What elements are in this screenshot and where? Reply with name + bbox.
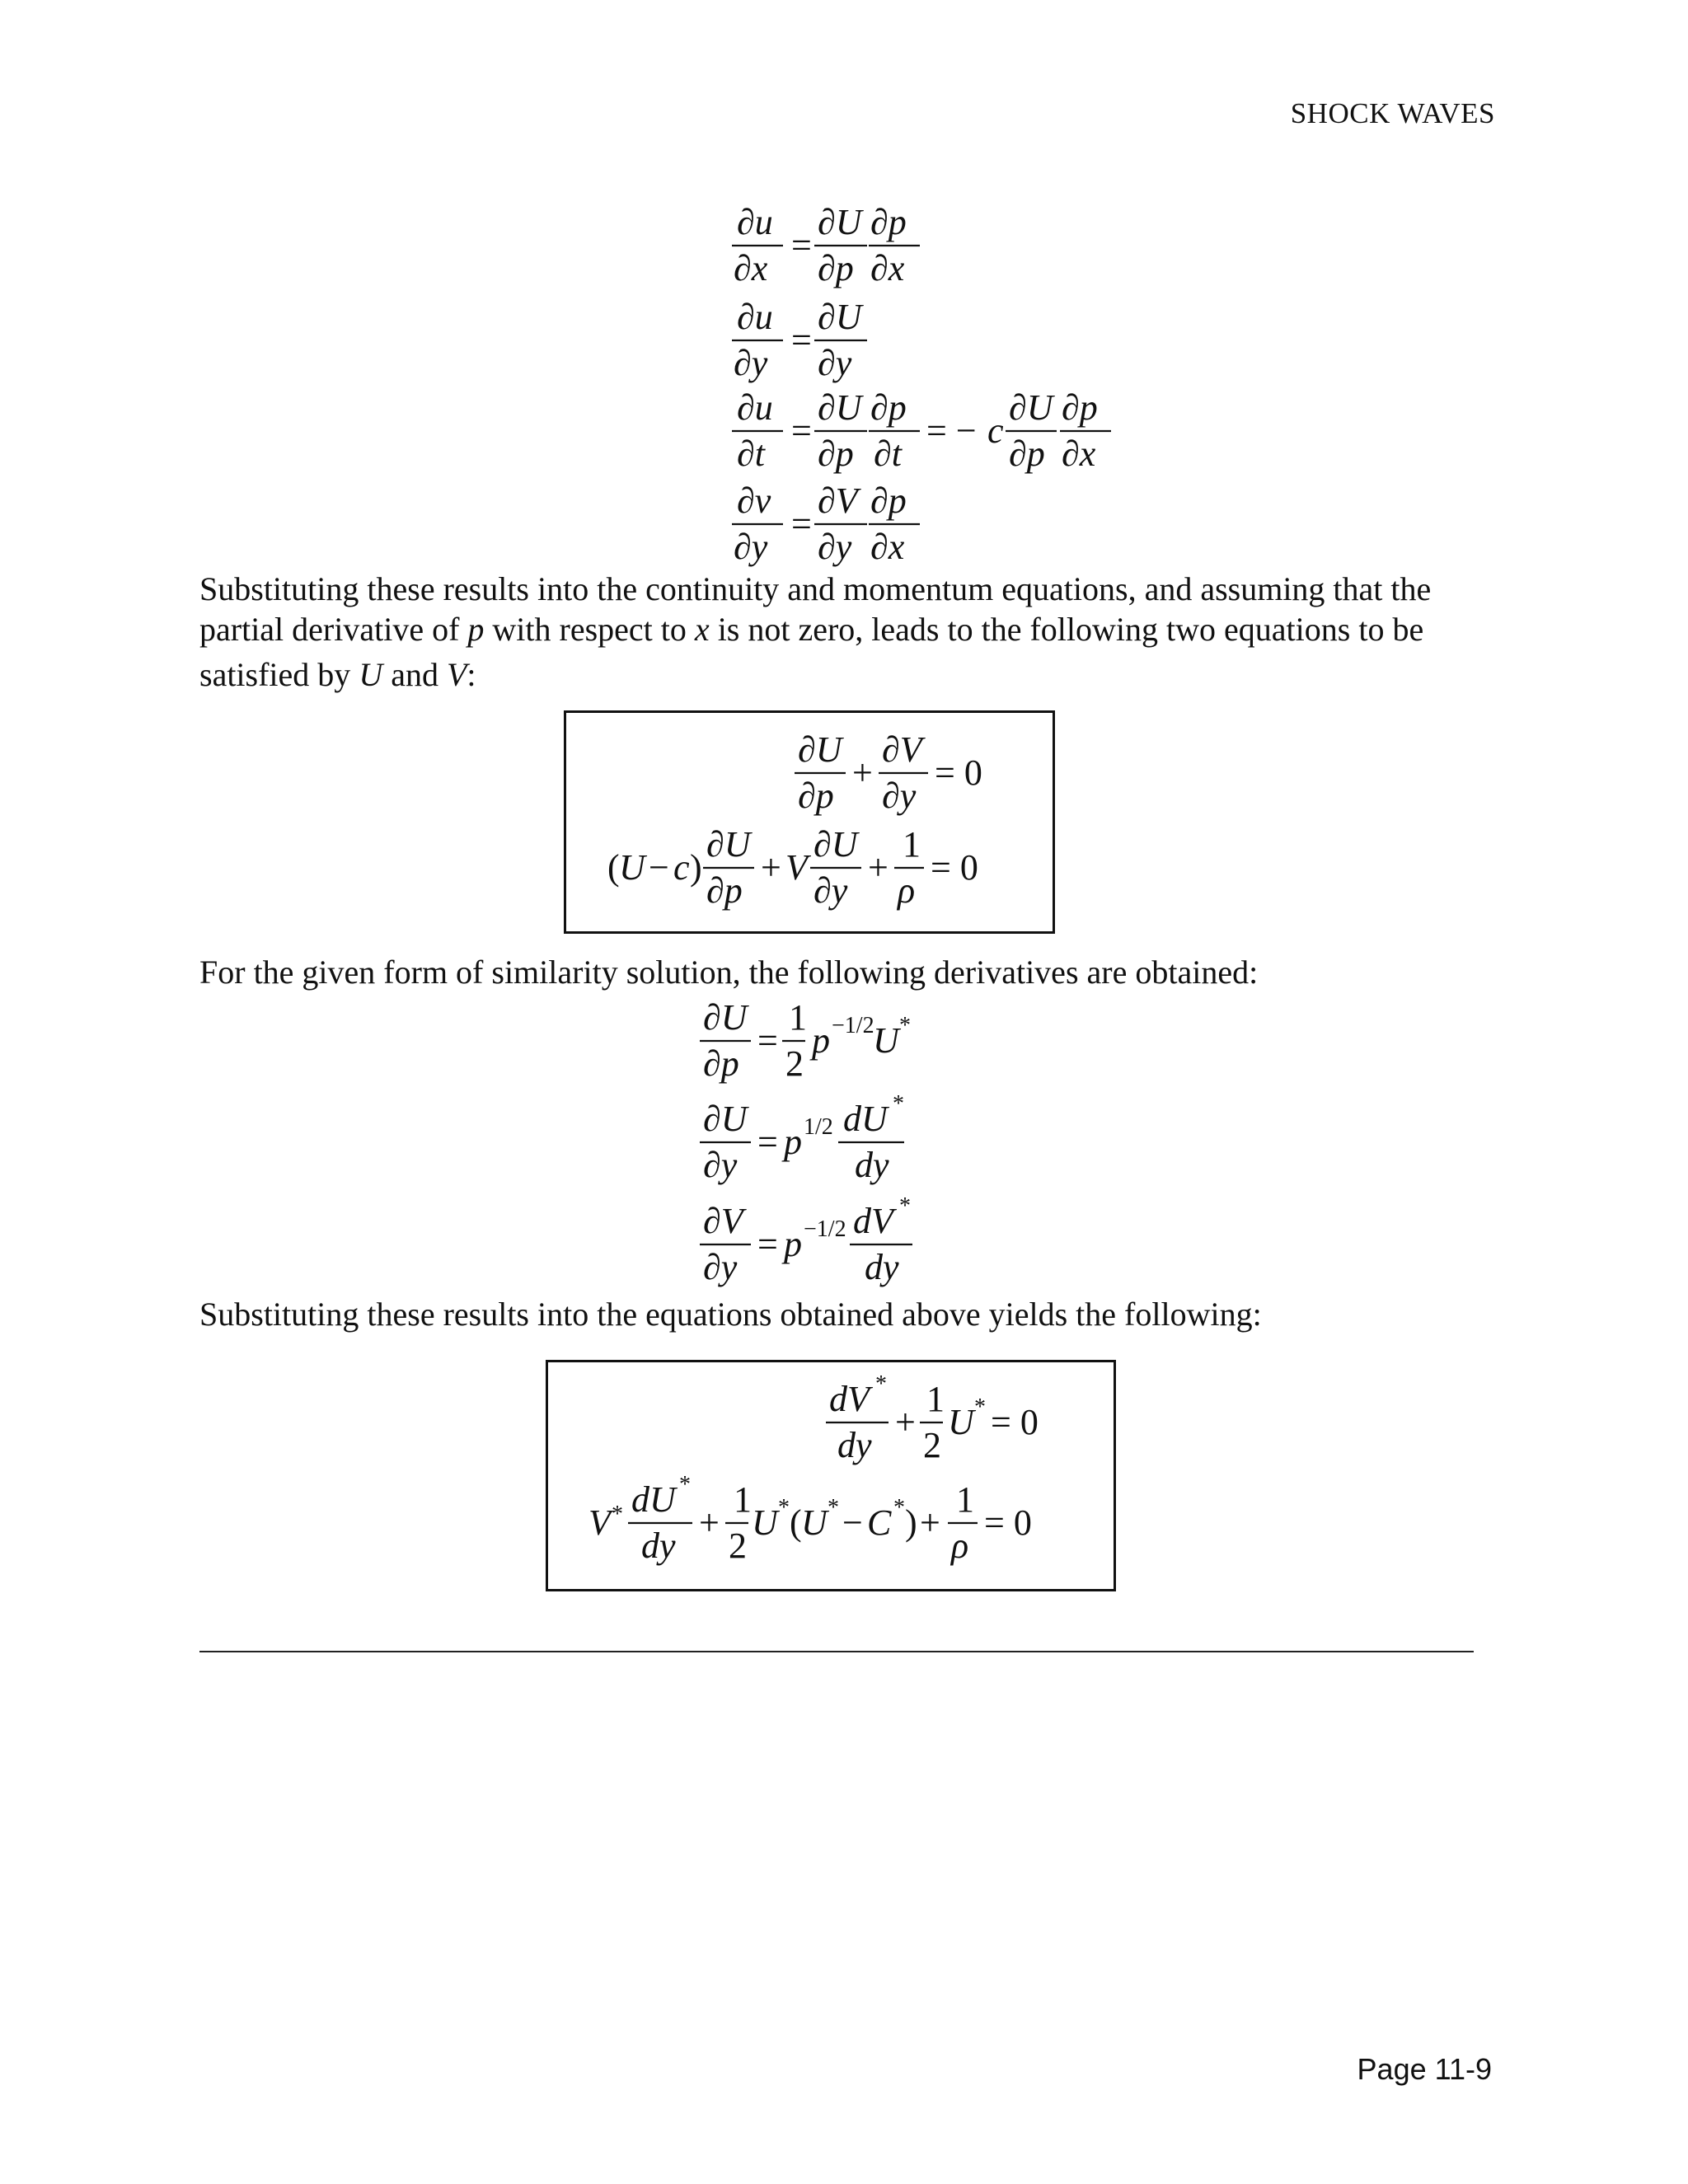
svg-text:∂V: ∂V xyxy=(818,480,858,521)
svg-text:dy: dy xyxy=(855,1145,889,1185)
svg-text:): ) xyxy=(690,847,702,888)
equation-box2-continuity xyxy=(823,1371,1070,1465)
svg-text:+: + xyxy=(852,752,873,793)
running-header: SHOCK WAVES xyxy=(1290,97,1495,129)
svg-text:(: ( xyxy=(790,1502,802,1543)
variable-p: p xyxy=(467,611,485,648)
variable-x: x xyxy=(694,611,710,648)
equation-deriv-V-y xyxy=(696,1193,944,1287)
svg-text:∂y: ∂y xyxy=(734,527,768,567)
svg-text:∂y: ∂y xyxy=(703,1145,738,1185)
svg-text:+: + xyxy=(868,847,889,888)
svg-text:=: = xyxy=(791,410,812,451)
svg-text:U: U xyxy=(619,847,645,888)
svg-text:=: = xyxy=(757,1020,778,1061)
paragraph-line xyxy=(199,654,1485,695)
text-run: with respect to xyxy=(492,611,687,648)
svg-text:ρ: ρ xyxy=(898,870,916,911)
svg-text:∂p: ∂p xyxy=(870,480,907,521)
svg-text:∂U: ∂U xyxy=(814,824,858,865)
svg-text:∂x: ∂x xyxy=(870,248,905,288)
svg-text:c: c xyxy=(987,410,1004,451)
svg-text:∂V: ∂V xyxy=(703,1201,743,1241)
svg-text:∂p: ∂p xyxy=(1009,434,1045,474)
svg-text:∂p: ∂p xyxy=(703,1043,739,1084)
svg-text:dy: dy xyxy=(837,1425,872,1465)
svg-text:*: * xyxy=(612,1502,623,1527)
page-number: Page 11-9 xyxy=(1357,2052,1492,2086)
svg-text:1: 1 xyxy=(956,1479,974,1520)
svg-text:∂x: ∂x xyxy=(734,248,768,288)
svg-text:= 0: = 0 xyxy=(991,1402,1039,1442)
svg-text:ρ: ρ xyxy=(951,1526,969,1566)
svg-text:+: + xyxy=(761,847,781,888)
svg-text:dU: dU xyxy=(843,1099,888,1139)
svg-text:∂t: ∂t xyxy=(874,434,902,474)
svg-text:−: − xyxy=(842,1502,863,1543)
svg-text:∂v: ∂v xyxy=(737,480,771,521)
svg-text:∂U: ∂U xyxy=(818,387,862,428)
svg-text:dV: dV xyxy=(829,1379,870,1419)
equation-box1-continuity xyxy=(791,725,1006,816)
svg-text:∂x: ∂x xyxy=(1062,434,1096,474)
svg-text:−1/2: −1/2 xyxy=(832,1013,874,1038)
variable-U: U xyxy=(359,656,383,693)
svg-text:∂u: ∂u xyxy=(737,202,773,242)
svg-text:p: p xyxy=(812,1020,830,1061)
svg-text:∂y: ∂y xyxy=(814,870,848,911)
svg-text:dy: dy xyxy=(865,1247,899,1287)
text-run: partial derivative of xyxy=(199,611,460,648)
paragraph-line xyxy=(199,609,1485,649)
svg-text:∂p: ∂p xyxy=(818,248,854,288)
svg-text:∂x: ∂x xyxy=(870,527,905,567)
svg-text:1: 1 xyxy=(789,997,807,1038)
svg-text:= 0: = 0 xyxy=(935,752,982,793)
svg-text:∂u: ∂u xyxy=(737,297,773,337)
equation-box2-momentum xyxy=(587,1472,1081,1566)
paragraph-substitution-intro xyxy=(199,569,1485,695)
svg-text:C: C xyxy=(867,1502,892,1543)
svg-text:∂y: ∂y xyxy=(703,1247,738,1287)
svg-text:∂U: ∂U xyxy=(818,202,862,242)
svg-text:∂y: ∂y xyxy=(882,776,917,816)
svg-text:=: = xyxy=(791,504,812,544)
svg-text:∂y: ∂y xyxy=(734,343,768,383)
svg-text:∂y: ∂y xyxy=(818,527,852,567)
svg-text:U: U xyxy=(801,1502,828,1543)
svg-text:*: * xyxy=(778,1495,790,1521)
svg-text:*: * xyxy=(828,1495,839,1521)
svg-text:∂p: ∂p xyxy=(870,387,907,428)
paragraph-line: Substituting these results into the continuity and momentum equations, and assuming that the xyxy=(199,570,1432,607)
equation-deriv-U-y xyxy=(696,1091,944,1185)
variable-V: V xyxy=(446,656,467,693)
svg-text:U: U xyxy=(948,1402,974,1442)
svg-text:2: 2 xyxy=(785,1043,804,1084)
svg-text:1/2: 1/2 xyxy=(804,1114,833,1140)
svg-text:∂U: ∂U xyxy=(818,297,862,337)
equation-box1-momentum xyxy=(606,820,1034,911)
svg-text:+: + xyxy=(920,1502,940,1543)
svg-text:*: * xyxy=(893,1495,905,1521)
svg-text:c: c xyxy=(673,847,690,888)
svg-text:2: 2 xyxy=(923,1425,941,1465)
paragraph-substitution-result: Substituting these results into the equations obtained above yields the following: xyxy=(199,1296,1262,1333)
svg-text:=: = xyxy=(791,320,812,360)
svg-text:1: 1 xyxy=(734,1479,752,1520)
svg-text:= −: = − xyxy=(926,410,977,451)
svg-text:∂U: ∂U xyxy=(703,1099,748,1139)
paragraph-similarity-derivatives: For the given form of similarity solution, the following derivatives are obtained: xyxy=(199,954,1259,991)
svg-text:∂p: ∂p xyxy=(706,870,743,911)
svg-text:V: V xyxy=(785,847,808,888)
svg-text:∂p: ∂p xyxy=(870,202,907,242)
svg-text:=: = xyxy=(757,1224,778,1264)
section-divider xyxy=(199,1651,1474,1652)
text-run: : xyxy=(467,656,476,693)
svg-text:−: − xyxy=(649,847,669,888)
svg-text:∂p: ∂p xyxy=(1062,387,1098,428)
equation-partial-v-y xyxy=(725,476,973,567)
svg-text:∂U: ∂U xyxy=(703,997,748,1038)
svg-text:p: p xyxy=(784,1122,802,1162)
text-run: is not zero, leads to the following two equations to be xyxy=(717,611,1424,648)
equation-deriv-U-p xyxy=(696,993,944,1084)
svg-text:2: 2 xyxy=(729,1526,747,1566)
svg-text:∂U: ∂U xyxy=(798,729,842,770)
svg-text:dV: dV xyxy=(853,1201,893,1241)
svg-text:(: ( xyxy=(607,847,620,888)
svg-text:*: * xyxy=(899,1193,911,1219)
svg-text:= 0: = 0 xyxy=(931,847,978,888)
svg-text:=: = xyxy=(757,1122,778,1162)
svg-text:*: * xyxy=(875,1371,887,1397)
equation-partial-u-t xyxy=(725,383,1104,474)
svg-text:1: 1 xyxy=(926,1379,945,1419)
svg-text:*: * xyxy=(679,1472,691,1497)
svg-text:∂p: ∂p xyxy=(818,434,854,474)
svg-text:): ) xyxy=(905,1502,917,1543)
svg-text:*: * xyxy=(974,1394,986,1420)
text-run: satisfied by xyxy=(199,656,351,693)
svg-text:*: * xyxy=(899,1013,911,1038)
svg-text:∂p: ∂p xyxy=(798,776,834,816)
svg-text:∂t: ∂t xyxy=(737,434,765,474)
equation-partial-u-y xyxy=(725,293,973,383)
svg-text:1: 1 xyxy=(903,824,921,865)
svg-text:+: + xyxy=(895,1402,916,1442)
svg-text:∂y: ∂y xyxy=(818,343,852,383)
svg-text:= 0: = 0 xyxy=(984,1502,1032,1543)
svg-text:p: p xyxy=(784,1224,802,1264)
svg-text:−1/2: −1/2 xyxy=(804,1216,846,1242)
text-run: and xyxy=(391,656,438,693)
svg-text:dy: dy xyxy=(641,1526,676,1566)
svg-text:*: * xyxy=(893,1091,904,1117)
equation-partial-u-x xyxy=(725,198,973,288)
svg-text:∂V: ∂V xyxy=(882,729,922,770)
svg-text:∂U: ∂U xyxy=(1009,387,1053,428)
svg-text:∂u: ∂u xyxy=(737,387,773,428)
svg-text:U: U xyxy=(752,1502,778,1543)
svg-text:U: U xyxy=(873,1020,899,1061)
svg-text:dU: dU xyxy=(631,1479,676,1520)
svg-text:+: + xyxy=(699,1502,720,1543)
svg-text:V: V xyxy=(588,1502,611,1543)
svg-text:∂U: ∂U xyxy=(706,824,751,865)
svg-text:=: = xyxy=(791,225,812,265)
